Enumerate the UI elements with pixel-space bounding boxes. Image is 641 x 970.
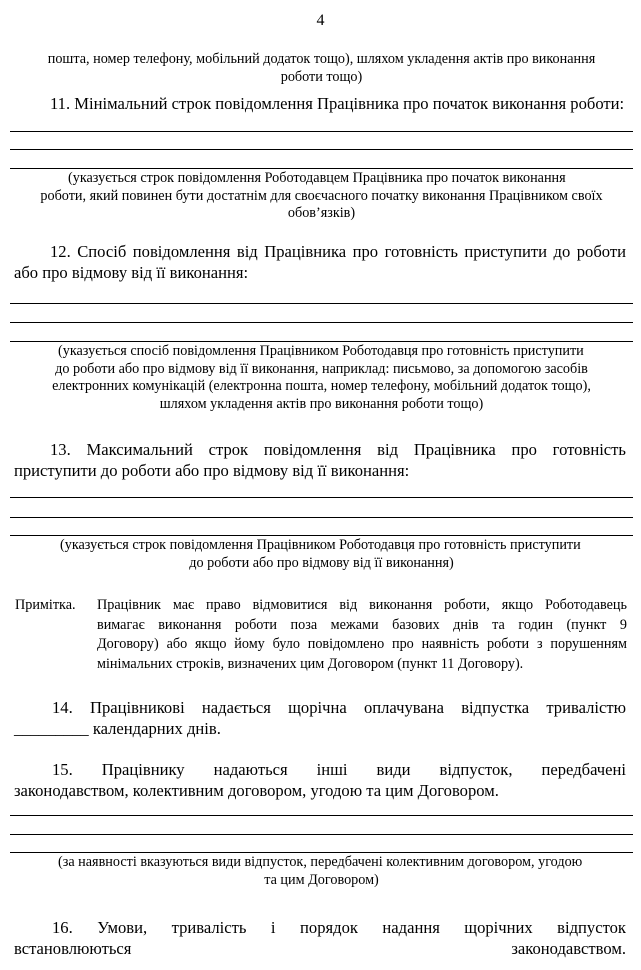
note-label: Примітка. — [15, 597, 76, 613]
item-15-line-2: законодавством, колективним договором, угодою та цим Договором. — [14, 781, 499, 800]
page-number: 4 — [316, 12, 325, 29]
item-12-hint-line-3: електронних комунікацій (електронна пошта, номер телефону, мобільний додаток тощо), — [52, 378, 591, 394]
item-11-fill-line-1[interactable] — [10, 131, 633, 132]
item-14-text — [14, 697, 626, 739]
item-15-hint — [10, 854, 633, 889]
item-13-line-2: приступити до роботи або про відмову від її виконання: — [14, 461, 410, 480]
note-line-2: вимагає виконання роботи поза межами базових днів та годин (пункт 9 — [97, 616, 627, 633]
note-body — [97, 596, 627, 674]
item-14-line-1: 14. Працівникові надається щорічна оплачувана відпустка тривалістю — [52, 698, 626, 717]
item-15-hint-line-1: (за наявності вказуються види відпусток, передбачені колективним договором, угодою — [58, 854, 583, 870]
item-16-text — [14, 917, 626, 959]
note-line-3: Договору) або якщо йому було повідомлено про наявність роботи з порушенням — [97, 636, 627, 652]
item-11-text: 11. Мінімальний строк повідомлення Працівника про початок виконання роботи: — [50, 94, 625, 113]
item-12-fill-line-3[interactable] — [10, 341, 633, 342]
continuation-hint — [10, 51, 633, 86]
item-15-line-1: 15. Працівнику надаються інші види відпусток, передбачені — [52, 760, 626, 779]
item-11-hint — [10, 170, 633, 223]
item-11-hint-line-3: обов’язків) — [287, 205, 356, 221]
item-12-hint-line-4: шляхом укладення актів про виконання роботи тощо) — [159, 395, 484, 412]
item-11-hint-line-1: (указується строк повідомлення Роботодавцем Працівника про початок виконання — [68, 170, 566, 186]
item-12-hint-line-2: до роботи або про відмову від її виконання, наприклад: письмово, за допомогою засобів — [55, 360, 588, 377]
item-16-line-2: встановлюються законодавством. — [14, 939, 626, 958]
continuation-line-2: роботи тощо) — [280, 68, 363, 85]
item-12-hint-line-1: (указується спосіб повідомлення Працівником Роботодавця про готовність приступити — [58, 343, 584, 359]
item-12-text — [14, 241, 626, 283]
item-13-hint-line-2: до роботи або про відмову від її виконання) — [189, 554, 454, 571]
item-12-fill-line-2[interactable] — [10, 322, 633, 323]
item-13-text — [14, 439, 626, 481]
item-13-line-1: 13. Максимальний строк повідомлення від Працівника про готовність — [50, 440, 626, 459]
item-13-fill-line-3[interactable] — [10, 535, 633, 536]
item-11-hint-line-2: роботи, який повинен бути достатнім для своєчасного початку виконання Працівником своїх — [40, 187, 603, 204]
item-16-line-1: 16. Умови, тривалість і порядок надання щорічних відпусток — [52, 918, 626, 937]
note-line-1: Працівник має право відмовитися від виконання роботи, якщо Роботодавець — [97, 597, 627, 613]
item-15-fill-line-1[interactable] — [10, 815, 633, 816]
item-12-line-2: або про відмову від її виконання: — [14, 263, 249, 282]
item-15-hint-line-2: та цим Договором) — [264, 871, 379, 888]
item-15-fill-line-3[interactable] — [10, 852, 633, 853]
item-12-fill-line-1[interactable] — [10, 303, 633, 304]
item-15-text — [14, 759, 626, 801]
item-12-line-1: 12. Спосіб повідомлення від Працівника про готовність приступити до роботи — [50, 242, 626, 261]
continuation-line-1: пошта, номер телефону, мобільний додаток тощо), шляхом укладення актів про виконання — [47, 51, 596, 67]
item-11-fill-line-3[interactable] — [10, 168, 633, 169]
item-13-fill-line-2[interactable] — [10, 517, 633, 518]
vacation-days-blank[interactable]: _________ — [14, 719, 89, 738]
item-14-line-2-rest: календарних днів. — [88, 719, 221, 738]
item-13-hint-line-1: (указується строк повідомлення Працівником Роботодавця про готовність приступити — [60, 537, 581, 553]
item-13-fill-line-1[interactable] — [10, 497, 633, 498]
item-15-fill-line-2[interactable] — [10, 834, 633, 835]
item-14-line-2 — [14, 718, 626, 739]
item-12-hint — [10, 343, 633, 413]
note-line-4: мінімальних строків, визначених цим Договором (пункт 11 Договору). — [97, 655, 524, 672]
item-13-hint — [10, 537, 633, 572]
item-11-fill-line-2[interactable] — [10, 149, 633, 150]
